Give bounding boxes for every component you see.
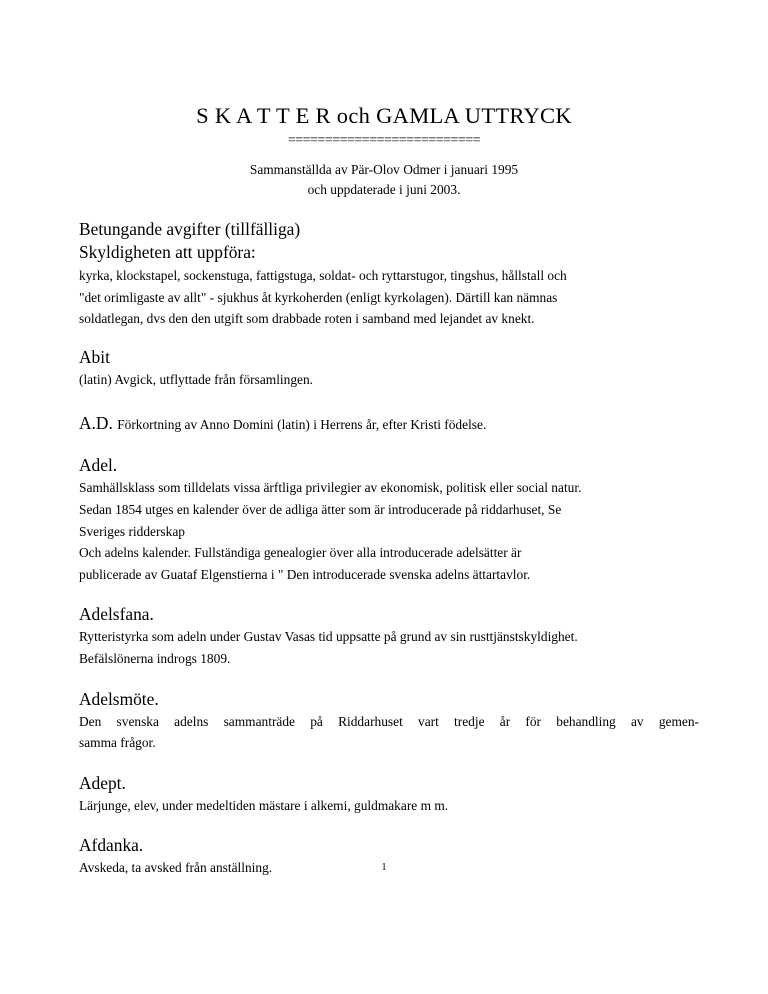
entry-adelsfana: [79, 603, 699, 669]
entry-term: Abit: [79, 346, 110, 367]
entry-adelsmote: [79, 688, 699, 754]
entry-subterm: Skyldigheten att uppföra:: [79, 242, 256, 262]
entry-definition-line: "det orimligaste av allt" - sjukhus åt kyrkoherden (enligt kyrkolagen). Därtill kan nämnas: [79, 289, 558, 305]
entry-term: Adelsmöte.: [79, 688, 159, 709]
entry-term: Adept.: [79, 772, 126, 793]
entry-definition-line: publicerade av Guataf Elgenstierna i " Den introducerade svenska adelns ättartavlor.: [79, 566, 531, 582]
entry-definition-line: kyrka, klockstapel, sockenstuga, fattigstuga, soldat- och ryttarstugor, tingshus, hållstall och: [79, 268, 567, 283]
page-number: 1: [381, 862, 387, 873]
entry-definition-line: Sedan 1854 utges en kalender över de adliga ätter som är introducerade på riddarhuset, Se: [79, 501, 562, 517]
entry-betungande-avgifter: [79, 218, 699, 330]
document-title: S K A T T E R och GAMLA UTTRYCK: [196, 103, 572, 128]
entry-adept: [79, 772, 699, 817]
entry-definition: (latin) Avgick, utflyttade från församlingen.: [79, 371, 314, 387]
subtitle-author: Sammanställda av Pär-Olov Odmer i januari 1995: [249, 162, 519, 177]
subtitle-updated: och uppdaterade i juni 2003.: [307, 182, 461, 197]
entry-term: Adel.: [79, 455, 118, 476]
entry-definition-line: soldatlegan, dvs den den utgift som drabbade roten i samband med lejandet av knekt.: [79, 311, 535, 327]
entry-definition-line: Befälslönerna indrogs 1809.: [79, 650, 231, 666]
entry-definition: Förkortning av Anno Domini (latin) i Herrens år, efter Kristi födelse.: [117, 417, 487, 433]
entry-term: Betungande avgifter (tillfälliga): [79, 219, 301, 239]
entry-term: A.D.: [79, 413, 113, 434]
entry-term: Adelsfana.: [79, 604, 154, 625]
entry-definition: Lärjunge, elev, under medeltiden mästare i alkemi, guldmakare m m.: [79, 797, 449, 813]
entry-definition: Avskeda, ta avsked från anställning.: [79, 860, 273, 876]
entry-definition-line: Rytteristyrka som adeln under Gustav Vasas tid uppsatte på grund av sin rusttjänstskyldighet.: [79, 629, 578, 645]
entry-definition-line: Samhällsklass som tilldelats vissa ärftliga privilegier av ekonomisk, politisk eller social natur.: [79, 480, 582, 496]
entry-definition-line: Den svenska adelns sammanträde på Riddarhuset vart tredje år för behandling av gemen-: [79, 713, 699, 729]
entry-definition-line: Sveriges ridderskap: [79, 523, 185, 539]
entry-term: Afdanka.: [79, 835, 144, 856]
title-underline: ==========================: [287, 133, 481, 148]
entry-ad: [79, 412, 699, 436]
entry-adel: [79, 454, 699, 585]
entry-abit: [79, 346, 699, 391]
entry-definition-line: Och adelns kalender. Fullständiga genealogier över alla introducerade adelsätter är: [79, 545, 522, 561]
entry-list: [79, 218, 699, 879]
entry-definition-line: samma frågor.: [79, 735, 156, 751]
